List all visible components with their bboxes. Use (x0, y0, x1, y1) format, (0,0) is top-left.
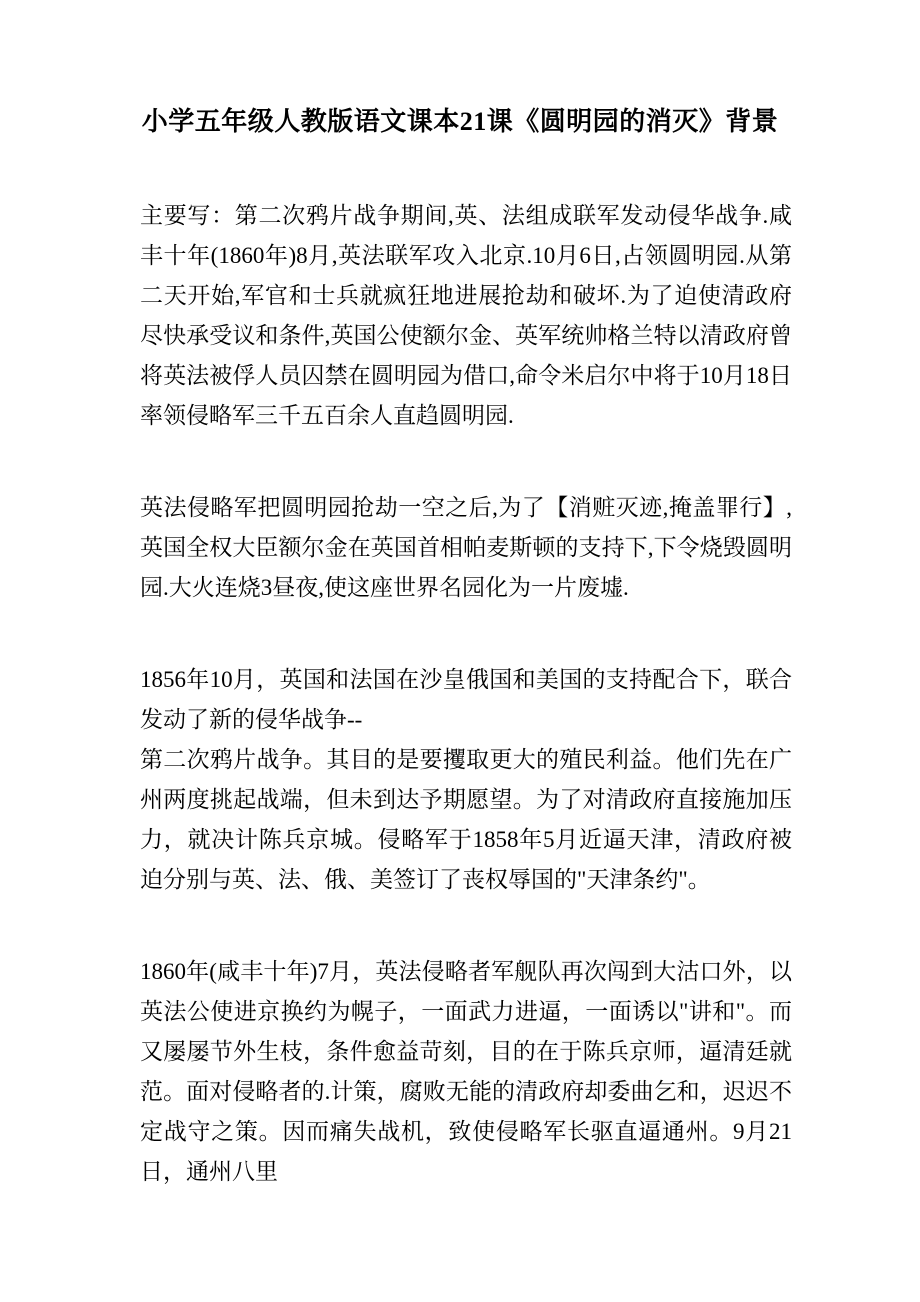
paragraph: 英法侵略军把圆明园抢劫一空之后,为了【消赃灭迹,掩盖罪行】,英国全权大臣额尔金在英国首相帕麦斯顿的支持下,下令烧毁圆明园.大火连烧3昼夜,使这座世界名园化为一片废墟. (140, 495, 792, 600)
document-body (140, 196, 792, 1192)
page-title: 小学五年级人教版语文课本21课《圆明园的消灭》背景 (141, 107, 779, 136)
paragraph: 主要写：第二次鸦片战争期间,英、法组成联军发动侵华战争.咸丰十年(1860年)8月,英法联军攻入北京.10月6日,占领圆明园.从第二天开始,军官和士兵就疯狂地进展抢劫和破坏.为了迫使清政府尽快承受议和条件,英国公使额尔金、英军统帅格兰特以清政府曾将英法被俘人员囚禁在圆明园为借口,命令米启尔中将于10月18日率领侵略军三千五百余人直趋圆明园. (140, 203, 792, 428)
paragraph: 1860年(咸丰十年)7月，英法侵略者军舰队再次闯到大沽口外，以英法公使进京换约为幌子，一面武力进逼，一面诱以"讲和"。而又屡屡节外生枝，条件愈益苛刻，目的在于陈兵京师，逼清廷就范。面对侵略者的.计策，腐败无能的清政府却委曲乞和，迟迟不定战守之策。因而痛失战机，致使侵略军长驱直逼通州。9月21日，通州八里 (140, 959, 792, 1184)
paragraph: 1856年10月，英国和法国在沙皇俄国和美国的支持配合下，联合发动了新的侵华战争-- 第二次鸦片战争。其目的是要攫取更大的殖民利益。他们先在广州两度挑起战端，但未到达予期愿望。为了对清政府直接施加压力，就决计陈兵京城。侵略军于1858年5月近逼天津，清政府被迫分别与英、法、俄、美签订了丧权辱国的"天津条约"。 (140, 667, 792, 892)
